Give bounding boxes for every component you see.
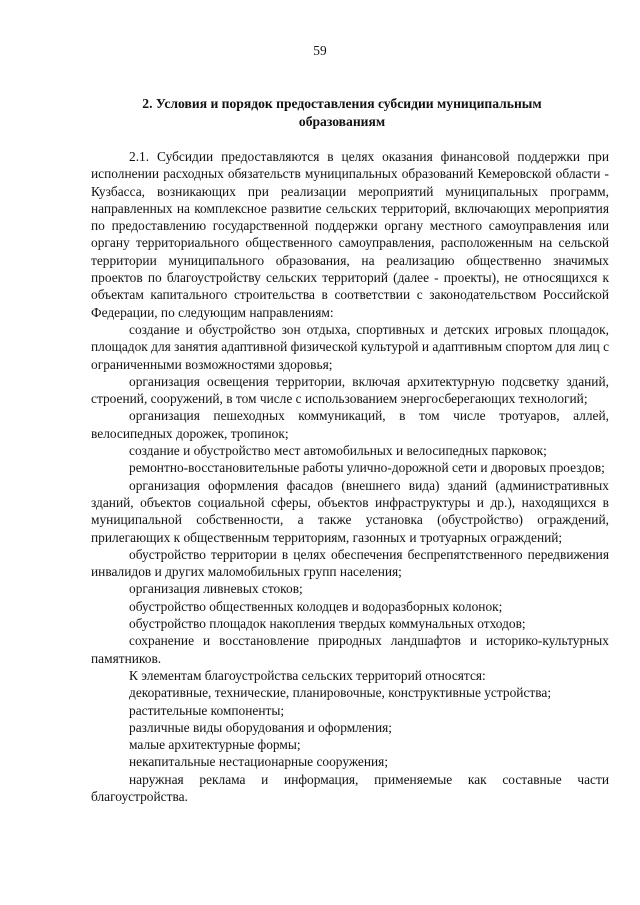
paragraph: малые архитектурные формы; [129,737,301,753]
paragraph: некапитальные нестационарные сооружения; [129,754,389,770]
document-body [91,148,609,805]
paragraph: обустройство площадок накопления твердых коммунальных отходов; [129,616,526,632]
section-heading: 2. Условия и порядок предоставления субсидии муниципальным образованиям [142,96,542,129]
paragraph: обустройство территории в целях обеспечения беспрепятственного передвижения инвалидов и других маломобильных групп населения; [91,546,609,580]
paragraph: наружная реклама и информация, применяемые как составные части благоустройства. [91,771,609,804]
paragraph: организация освещения территории, включая архитектурную подсветку зданий, строений, сооружений, в том числе с использованием энергосберегающих технологий; [91,373,609,407]
paragraph: создание и обустройство зон отдыха, спортивных и детских игровых площадок, площадок для занятия адаптивной физической культурой и адаптивным спортом для лиц с ограниченными возможностями здоровья; [91,321,610,372]
paragraph: обустройство общественных колодцев и водоразборных колонок; [129,598,503,614]
paragraph: организация ливневых стоков; [129,581,303,597]
paragraph: организация оформления фасадов (внешнего вида) зданий (административных зданий, объектов социальной сферы, объектов инфраструктуры и др.), находящихся в муниципальной собственности, а также установка (обустройство) ограждений, прилегающих к общественным территориям, газонных и тротуарных ограждений; [91,477,609,545]
paragraph: организация пешеходных коммуникаций, в том числе тротуаров, аллей, велосипедных дорожек, тропинок; [91,408,609,441]
paragraph: сохранение и восстановление природных ландшафтов и историко-культурных памятников. [91,633,609,666]
paragraph: различные виды оборудования и оформления; [129,719,393,735]
paragraph: декоративные, технические, планировочные, конструктивные устройства; [129,685,552,701]
page-number: 59 [313,43,327,58]
paragraph: ремонтно-восстановительные работы улично-дорожной сети и дворовых проездов; [129,460,605,476]
paragraph: 2.1. Субсидии предоставляются в целях оказания финансовой поддержки при исполнении расходных обязательств муниципальных образований Кемеровской области - Кузбасса, возникающих при реализации мероприятий муниципальных программ, направленных на комплексное развитие сельских территорий, включающих мероприятия по предоставлению государственной поддержки органу местного самоуправления или органу территориального общественного самоуправления, расположенным на сельской территории муниципального образования, на реализацию общественно значимых проектов по благоустройству сельских территорий (далее - проекты), не относящихся к объектам капитального строительства в соответствии с законодательством Российской Федерации, по следующим направлениям: [91,149,609,320]
paragraph: растительные компоненты; [129,702,285,718]
paragraph: К элементам благоустройства сельских территорий относятся: [129,667,486,683]
paragraph: создание и обустройство мест автомобильных и велосипедных парковок; [129,443,547,459]
